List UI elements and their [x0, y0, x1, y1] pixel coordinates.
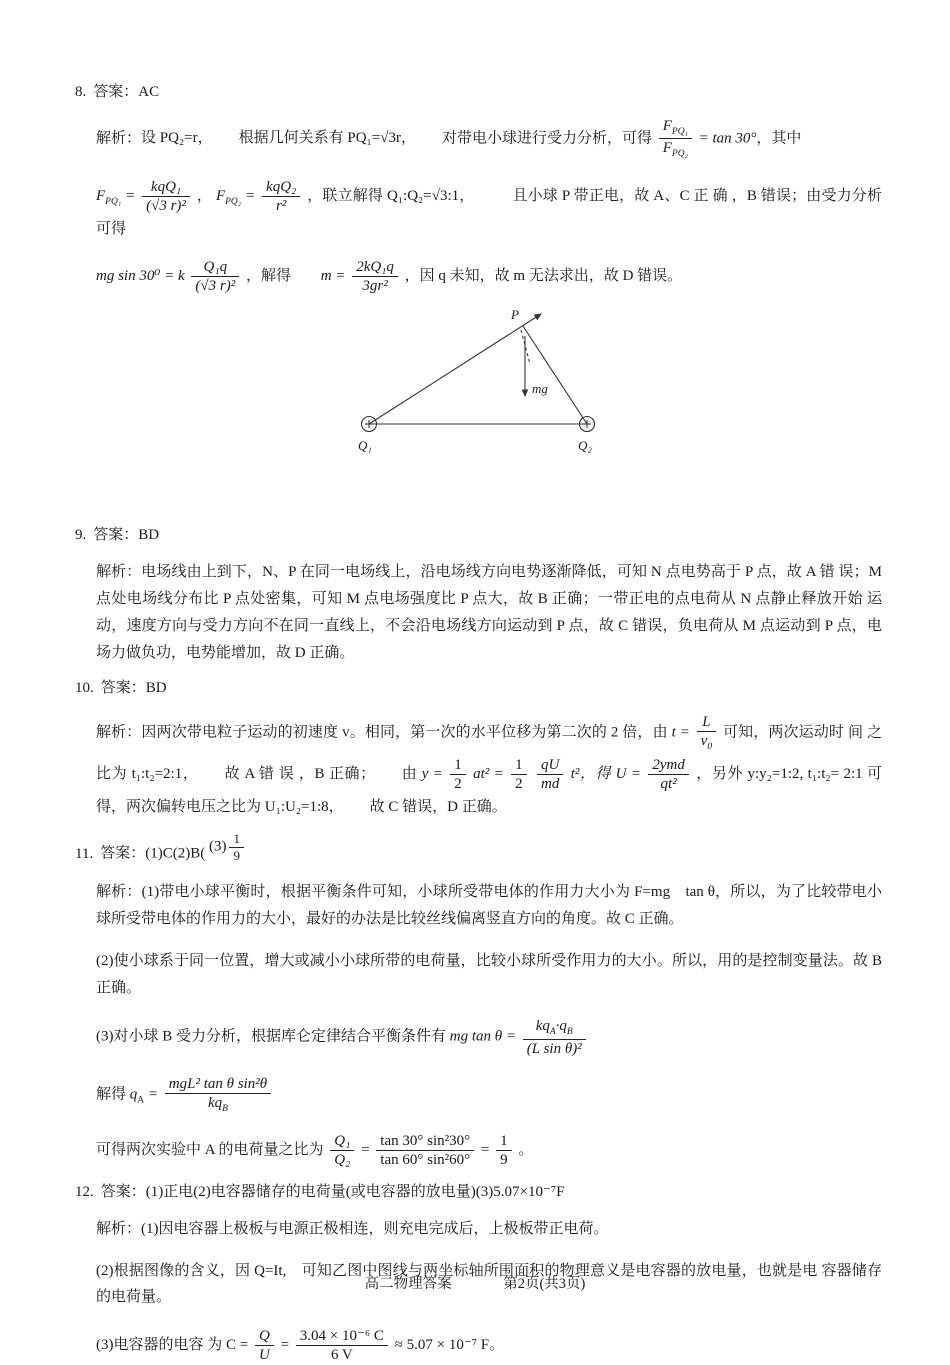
question-number: 12. — [75, 1184, 94, 1201]
text-run: 根据几何关系有 PQ₁=√3r， — [238, 130, 416, 147]
fraction-numerator: 1 — [233, 831, 240, 847]
footer-document-title: 高二物理答案 — [364, 1276, 452, 1292]
math-text: F — [662, 118, 672, 134]
text-run: 间 之比为 t₁:t₂=2:1， — [96, 724, 882, 782]
question-11 — [75, 830, 882, 1170]
fraction-denominator: 6 V — [296, 1345, 388, 1364]
question-10 — [75, 676, 882, 820]
math-subscript: B — [566, 1027, 573, 1038]
formula-fraction — [659, 117, 692, 161]
math-text: ·q — [555, 1018, 567, 1035]
fraction-denominator: (L sin θ)² — [523, 1039, 586, 1058]
math-text: kq — [535, 1018, 550, 1035]
formula-fraction — [537, 756, 563, 793]
text-run: ，另外 y:y₂=1:2, t₁:t₂= — [696, 765, 840, 782]
fraction-numerator: kqQ₂ — [266, 178, 297, 195]
math-text: = — [245, 187, 256, 204]
math-text: F — [215, 187, 226, 204]
text-run: ，其中 — [756, 130, 802, 147]
formula-fraction — [330, 1132, 354, 1169]
formula-fraction — [191, 258, 239, 295]
analysis-paragraph — [96, 712, 882, 820]
math-text: kq — [207, 1094, 223, 1111]
answer-value: (1)正电(2)电容器储存的电荷量(或电容器的放电量)(3)5.07×10⁻⁷F — [145, 1184, 565, 1201]
analysis-paragraph: (2)使小球系于同一位置，增大或减小小球所带的电荷量，比较小球所受作用力的大小。所以，用的是控制变量法。故 B 正确。 — [96, 952, 882, 996]
text-run: ，因 q 未知，故 m 无法求出，故 D 错误。 — [404, 268, 683, 285]
fraction-denominator: 2 — [511, 774, 527, 793]
fraction-denominator: qt² — [648, 774, 689, 793]
fraction-denominator — [697, 731, 716, 753]
text-run: 对带电小球进行受力分析，可得 — [441, 130, 652, 147]
fraction-numerator — [523, 1017, 586, 1038]
formula-fraction — [142, 178, 190, 215]
answer-value: BD — [145, 680, 167, 697]
formula-text: t²，得 U = — [570, 765, 642, 782]
force-diagram-figure — [355, 306, 882, 471]
text-run: 因两次带电粒子运动的初速度 v。相同，第一次的水平位移为第二次的 2 倍，由 — [141, 724, 668, 741]
formula-fraction — [450, 756, 466, 793]
formula-text: t = — [671, 724, 690, 741]
answer-value: BD — [138, 527, 160, 544]
question-number: 9. — [75, 527, 87, 544]
text-run: ，解得 — [245, 268, 291, 285]
formula-fraction — [523, 1017, 586, 1057]
formula-fraction — [165, 1075, 271, 1115]
math-subscript: PQ₁ — [105, 196, 122, 207]
math-subscript: A — [549, 1027, 556, 1038]
text-run: 2:1 可得，两次偏转电压之比为 U₁:U₂=1:8， — [96, 765, 883, 815]
analysis-label: 解析： — [96, 724, 142, 741]
formula-text: mg tan θ = — [449, 1028, 516, 1045]
fraction-numerator: 1 — [454, 756, 462, 773]
question-8 — [75, 80, 882, 471]
question-number: 11. — [75, 845, 94, 862]
gravity-label: mg — [532, 381, 548, 397]
fraction-denominator: 9 — [229, 847, 244, 864]
text-run: ≈ 5.07 × 10⁻⁷ F。 — [394, 1337, 505, 1354]
question-9-header — [75, 523, 882, 544]
analysis-paragraph — [96, 1016, 882, 1058]
fraction-numerator: Q — [258, 1328, 270, 1345]
analysis-paragraph — [96, 1326, 882, 1365]
formula-text: at² = — [473, 765, 504, 782]
force-diagram — [355, 306, 615, 466]
text-run: 可知，两次运动时 — [722, 724, 845, 741]
text-run: 由 — [401, 765, 418, 782]
fraction-denominator: 2 — [450, 774, 466, 793]
answer-label: 答案： — [93, 84, 139, 100]
analysis-label: 解析： — [96, 130, 142, 147]
string-q1-to-p-line — [369, 314, 541, 424]
question-12-header — [75, 1180, 882, 1201]
point-p-label: P — [511, 307, 519, 323]
formula-fraction — [511, 756, 527, 793]
analysis-paragraph: 解析：(1)带电小球平衡时，根据平衡条件可知，小球所受带电体的作用力大小为 F=mg tan θ，所以，为了比较带电小球所受带电体的作用力的大小，最好的办法是比较丝线偏离竖直方向的角度。故 C 正确。 — [96, 884, 882, 928]
question-number: 10. — [75, 680, 94, 697]
analysis-paragraph — [96, 177, 882, 243]
formula-fraction — [697, 713, 716, 753]
fraction-denominator — [659, 138, 692, 160]
fraction-numerator: L — [702, 714, 711, 731]
math-subscript: B — [222, 1103, 228, 1114]
formula-fraction — [376, 1132, 474, 1169]
question-10-header — [75, 676, 882, 697]
formula-fraction — [648, 756, 689, 793]
formula-fraction — [296, 1327, 388, 1364]
fraction-denominator: 3gr² — [352, 276, 398, 295]
math-subscript: A — [137, 1095, 145, 1106]
answer-label: 答案： — [100, 1184, 146, 1201]
formula-fraction — [496, 1132, 512, 1169]
math-text: = — [280, 1337, 290, 1354]
text-run: (3) — [208, 838, 227, 855]
fraction-numerator: qU — [541, 756, 560, 773]
page-footer — [0, 1272, 950, 1293]
text-run: (3)电容器的电容 — [96, 1337, 204, 1354]
analysis-paragraph — [96, 1074, 882, 1116]
charge-q2-label: Q₂ — [578, 438, 592, 454]
answer-label: 答案： — [93, 527, 139, 544]
text-run: 故 A 错 误 ，B 正确； — [224, 765, 376, 782]
analysis-paragraph — [96, 116, 882, 162]
text-run: ，联立解得 Q₁:Q₂=√3:1， — [307, 187, 475, 204]
math-text: F — [96, 187, 106, 204]
math-text: = — [147, 1086, 159, 1103]
text-run: 解得 — [96, 1086, 127, 1103]
question-11-header — [75, 830, 882, 864]
analysis-paragraph — [96, 257, 882, 296]
answer-label: 答案： — [100, 845, 146, 862]
formula-text: m = — [320, 268, 346, 285]
math-text: F — [662, 140, 672, 157]
answer-part-3 — [209, 830, 247, 864]
math-text: = — [361, 1141, 370, 1158]
fraction-denominator — [165, 1093, 271, 1115]
fraction-numerator — [659, 117, 692, 138]
fraction-denominator: r² — [262, 196, 300, 215]
math-subscript: PQ₂ — [225, 196, 242, 207]
formula-text: = tan 30° — [698, 130, 757, 147]
text-run: 设 PQ₂=r， — [141, 130, 213, 147]
footer-page-number: 第2页(共3页) — [503, 1276, 586, 1292]
fraction-numerator: 1 — [500, 1133, 508, 1150]
answer-value: AC — [138, 84, 160, 100]
fraction-numerator: tan 30° sin²30° — [380, 1133, 471, 1150]
fraction-numerator: mgL² tan θ sin²θ — [168, 1075, 268, 1092]
analysis-paragraph: 解析：(1)因电容器上极板与电源正极相连，则充电完成后，上极板带正电荷。 — [96, 1221, 609, 1238]
math-text: q — [129, 1086, 138, 1103]
text-run: (3)对小球 B 受力分析，根据库仑定律结合平衡条件有 — [96, 1028, 446, 1045]
analysis-paragraph: (2)根据图像的含义，因 Q=It, 可知乙图中图线与两坐标轴所围面积的物理意义是电容器的放电量，也就是电 容器储存的电荷量。 — [96, 1262, 882, 1306]
formula-fraction — [229, 831, 244, 863]
math-subscript: PQ₂ — [671, 149, 688, 160]
charge-q1-label: Q₁ — [358, 438, 372, 454]
fraction-numerator: 3.04 × 10⁻⁶ C — [299, 1328, 384, 1345]
formula-text: y = — [421, 765, 443, 782]
analysis-paragraph: 解析：电场线由上到下，N、P 在同一电场线上，沿电场线方向电势逐渐降低，可知 N 点电势高于 P 点，故 A 错 误；M 点处电场线分布比 P 点处密集，可知 M 点电场强度比 P 点大，故 B 正确；一带正电的点电荷从 N 点静止释放开始 运动，速度方向与受力方向不在同一直线上，不会沿电场线方向运动到 P 点，故 C 错误，负电荷从 M 点运动到 P 点，电场力做负功，电势能增加，故 D 正确。 — [96, 564, 882, 661]
question-number: 8. — [75, 84, 87, 100]
fraction-denominator: Q₂ — [330, 1150, 354, 1169]
fraction-numerator: Q₁ — [334, 1133, 351, 1150]
formula-text: mg sin 30⁰ = k — [96, 268, 185, 285]
answer-label: 答案： — [100, 680, 146, 697]
fraction-denominator: (√3 r)² — [142, 196, 190, 215]
fraction-numerator: 1 — [515, 756, 523, 773]
fraction-denominator: (√3 r)² — [191, 276, 239, 295]
text-run: 故 C 错误，D 正确。 — [369, 798, 507, 815]
fraction-numerator: 2ymd — [652, 756, 685, 773]
question-8-header — [75, 80, 882, 101]
formula-fraction — [352, 258, 398, 295]
text-run: 且小球 P 带正电，故 A、C 正 确 ，B 错误；由受力分析可得 — [96, 187, 882, 237]
fraction-numerator: kqQ₁ — [150, 178, 182, 195]
text-run: 为 C = — [207, 1337, 249, 1354]
analysis-paragraph — [96, 1131, 882, 1170]
fraction-denominator: md — [537, 774, 563, 793]
fraction-numerator: 2kQ₁q — [356, 259, 394, 276]
math-subscript: PQ₁ — [671, 127, 688, 137]
fraction-denominator: U — [255, 1345, 274, 1364]
answer-value: (1)C(2)B( — [145, 845, 206, 862]
fraction-denominator: 9 — [496, 1150, 512, 1169]
formula-fraction — [255, 1327, 274, 1364]
question-9 — [75, 523, 882, 666]
math-subscript: 0 — [707, 742, 713, 753]
formula-fraction — [262, 178, 300, 215]
fraction-denominator: tan 60° sin²60° — [376, 1150, 474, 1169]
text-run: 可得两次实验中 A 的电荷量之比为 — [96, 1141, 324, 1158]
fraction-numerator: Q₁q — [203, 259, 228, 276]
math-text: v — [700, 733, 708, 750]
text-run: 。 — [518, 1141, 534, 1158]
text-run: ， — [196, 187, 213, 204]
math-text: = — [125, 187, 136, 204]
string-q2-to-p-line — [523, 326, 587, 424]
math-text: = — [480, 1141, 490, 1158]
